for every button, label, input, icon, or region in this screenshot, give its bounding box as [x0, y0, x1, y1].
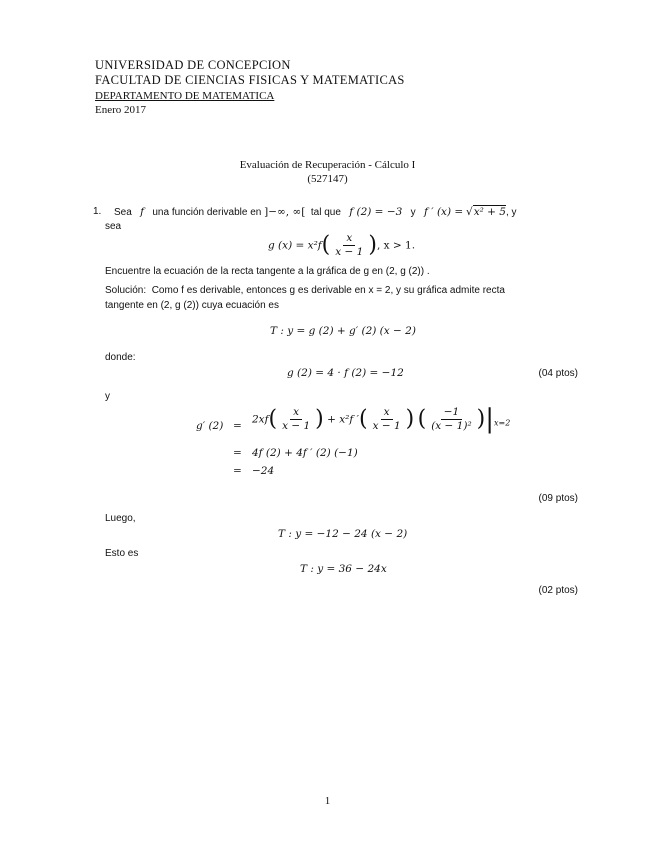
deriv-row3: −24: [252, 465, 275, 477]
stmt-derivable: una función derivable en: [152, 207, 262, 218]
g-def-fraction: $\frac{x}{x - 1}$: [335, 232, 364, 258]
deriv-eval-point: x=2: [494, 418, 511, 428]
course-code: (527147): [307, 173, 348, 185]
stmt-talque: tal que: [310, 207, 341, 218]
university-name: UNIVERSIDAD DE CONCEPCION: [95, 58, 291, 72]
g-def-lhs: g (x) = x²f: [268, 239, 322, 252]
points-09: (09 ptos): [538, 493, 578, 504]
problem-number: 1.: [93, 206, 102, 217]
stmt-interval: ]−∞, ∞[: [264, 206, 306, 218]
solution-line2: tangente en (2, g (2)) cuya ecuación es: [105, 300, 279, 311]
tangent-eq-final: T : y = 36 − 24x: [300, 563, 387, 575]
stmt-comma-y: , y: [505, 207, 517, 218]
solution-text1: Como f es derivable, entonces g es derivable en x = 2, y su gráfica admite recta: [151, 285, 505, 296]
faculty-name: FACULTAD DE CIENCIAS FISICAS Y MATEMATICAS: [95, 73, 405, 87]
deriv-eq1: =: [233, 420, 242, 432]
task-text: Encuentre la ecuación de la recta tangente a la gráfica de g en (2, g (2)) .: [105, 266, 430, 277]
page-number: 1: [324, 795, 331, 807]
donde-label: donde:: [105, 352, 136, 363]
deriv-r1-b: + x²f ′: [327, 413, 359, 426]
stmt-cond1: f (2) = −3: [349, 206, 403, 218]
deriv-frac1b: $\frac{x}{x - 1}$: [372, 406, 401, 432]
points-04: (04 ptos): [538, 368, 578, 379]
stmt-f: f: [140, 206, 145, 218]
stmt-y: y: [410, 207, 416, 218]
stmt-sqrt: √x² + 5: [465, 206, 506, 218]
deriv-eq2: =: [233, 447, 242, 459]
luego-label: Luego,: [105, 513, 136, 524]
deriv-row1: 2xf( $\frac{x}{x - 1}$ ) + x²f ′( $\frac{x}{x - 1}$ ) ( $\frac{-1}{\text{(x − 1)²}}$ )$|_{x=2}$: [252, 404, 511, 435]
tangent-equation: T : y = g (2) + g′ (2) (x − 2): [270, 325, 416, 337]
stmt-sea-line: sea: [105, 221, 122, 232]
solution-label: Solución:: [105, 285, 147, 296]
deriv-row2: 4f (2) + 4f ′ (2) (−1): [252, 447, 358, 459]
deriv-r1-a: 2xf: [252, 413, 269, 426]
y-connector: y: [105, 391, 110, 402]
problem-statement-line1: [114, 206, 517, 218]
g-definition: g (x) = x²f( $\frac{x}{x - 1}$ ), x > 1.: [268, 232, 416, 258]
stmt-cond2-lhs: f ′ (x) =: [424, 206, 464, 218]
g-def-tail: , x > 1.: [376, 239, 416, 252]
exam-title: Evaluación de Recuperación - Cálculo I: [239, 159, 416, 171]
deriv-frac2: $\frac{-1}{\text{(x − 1)²}}$: [431, 406, 472, 432]
deriv-eq3: =: [233, 465, 242, 477]
deriv-lhs: g′ (2): [196, 420, 224, 432]
points-02: (02 ptos): [538, 585, 578, 596]
solution-line1: [105, 285, 505, 296]
exam-date: Enero 2017: [95, 104, 147, 116]
esto-label: Esto es: [105, 548, 139, 559]
tangent-eq-expanded: T : y = −12 − 24 (x − 2): [278, 528, 408, 540]
g2-value: g (2) = 4 · f (2) = −12: [287, 367, 404, 379]
stmt-sea: Sea: [114, 207, 132, 218]
department-name: DEPARTAMENTO DE MATEMATICA: [95, 90, 275, 102]
deriv-frac1: $\frac{x}{x - 1}$: [282, 406, 311, 432]
